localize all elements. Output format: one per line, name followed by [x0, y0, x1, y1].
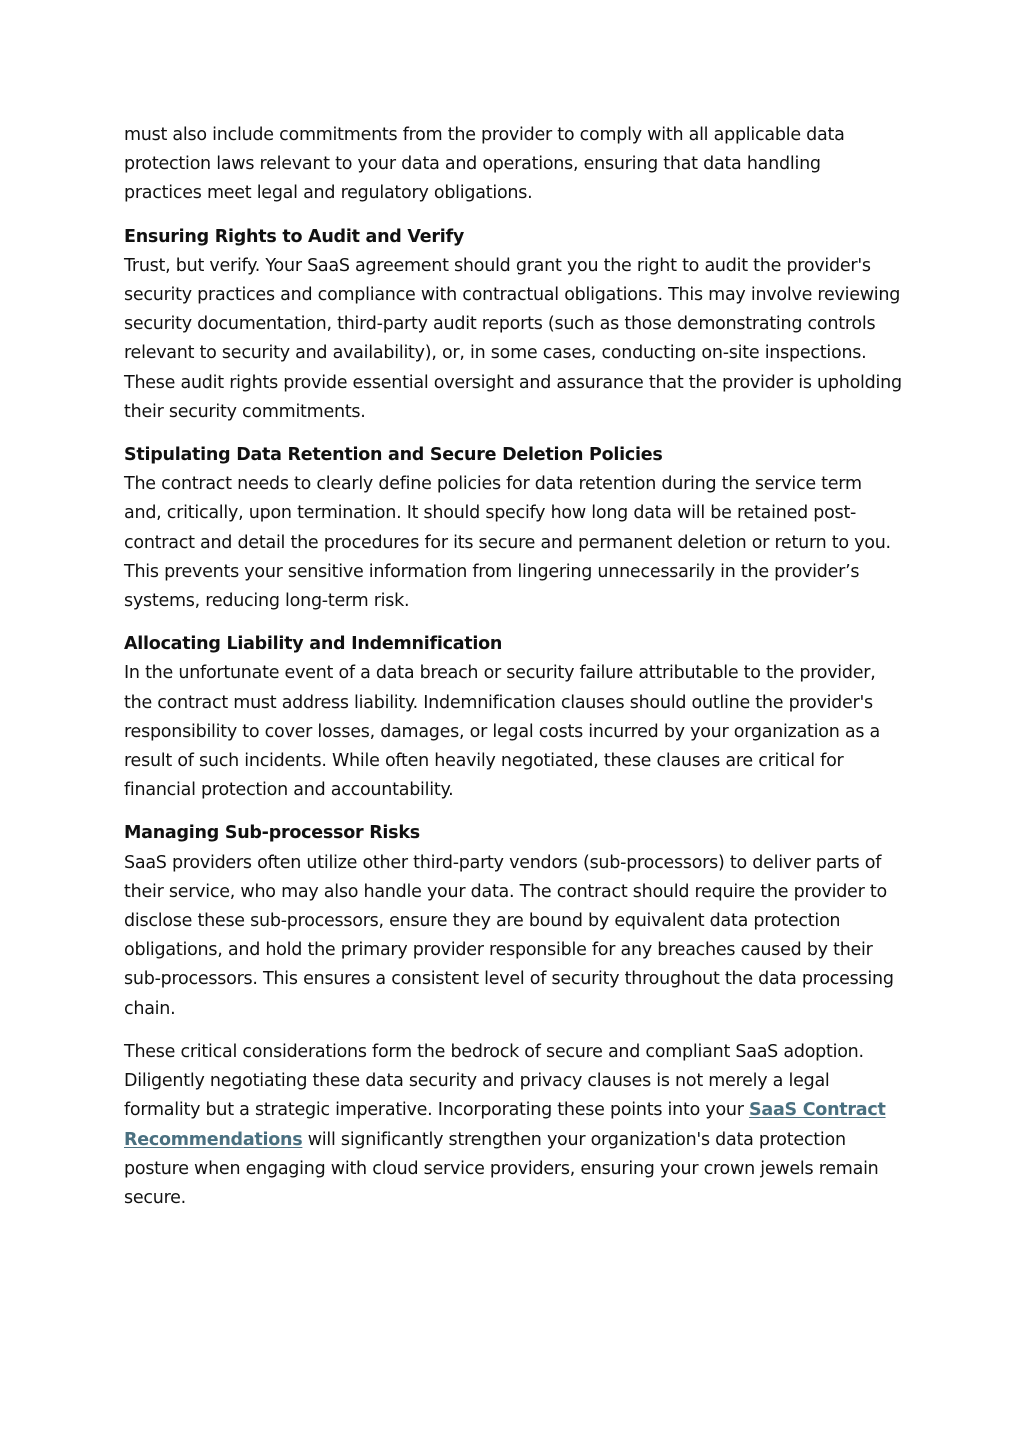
section-sub-processors [124, 819, 902, 1023]
section-body: The contract needs to clearly define policies for data retention during the service term and, critically, upon termination. It should specify how long data will be retained post-contract and detail the procedures for its secure and permanent deletion or return to you. This prevents your sensitive information from lingering unnecessarily in the provider’s systems, reducing long-term risk. [124, 474, 891, 612]
section-heading: Managing Sub-processor Risks [124, 823, 420, 844]
section-heading: Ensuring Rights to Audit and Verify [124, 226, 465, 247]
document-page [124, 121, 902, 1227]
section-data-retention [124, 441, 902, 616]
section-liability [124, 630, 902, 805]
section-heading: Stipulating Data Retention and Secure Deletion Policies [124, 445, 663, 466]
closing-paragraph [124, 1038, 902, 1213]
section-body: In the unfortunate event of a data breach or security failure attributable to the provider, the contract must address liability. Indemnification clauses should outline the provider's responsibility to cover losses, damages, or legal costs incurred by your organization as a result of such incidents. While often heavily negotiated, these clauses are critical for financial protection and accountability. [124, 663, 881, 801]
closing-text-after-link: will significantly strengthen your organization's data protection posture when engaging with cloud service providers, ensuring your crown jewels remain secure. [124, 1129, 879, 1208]
closing-text-before-link: These critical considerations form the bedrock of secure and compliant SaaS adoption. Diligently negotiating these data security and privacy clauses is not merely a legal formality but a strategic imperative. Incorporating these points into your [124, 1041, 864, 1121]
section-body: SaaS providers often utilize other third-party vendors (sub-processors) to deliver parts of their service, who may also handle your data. The contract should require the provider to disclose these sub-processors, ensure they are bound by equivalent data protection obligations, and hold the primary provider responsible for any breaches caused by their sub-processors. This ensures a consistent level of security throughout the data processing chain. [124, 852, 894, 1019]
section-heading: Allocating Liability and Indemnification [124, 634, 503, 655]
intro-paragraph: must also include commitments from the provider to comply with all applicable data protection laws relevant to your data and operations, ensuring that data handling practices meet legal and regulatory obligations. [124, 125, 845, 204]
saas-contract-recommendations-link[interactable]: SaaS Contract Recommendations [124, 1100, 886, 1150]
section-body: Trust, but verify. Your SaaS agreement should grant you the right to audit the provider's security practices and compliance with contractual obligations. This may involve reviewing security documentation, third-party audit reports (such as those demonstrating controls relevant to security and availability), or, in some cases, conducting on-site inspections. These audit rights provide essential oversight and assurance that the provider is upholding their security commitments. [124, 255, 902, 422]
section-audit-rights [124, 223, 902, 427]
